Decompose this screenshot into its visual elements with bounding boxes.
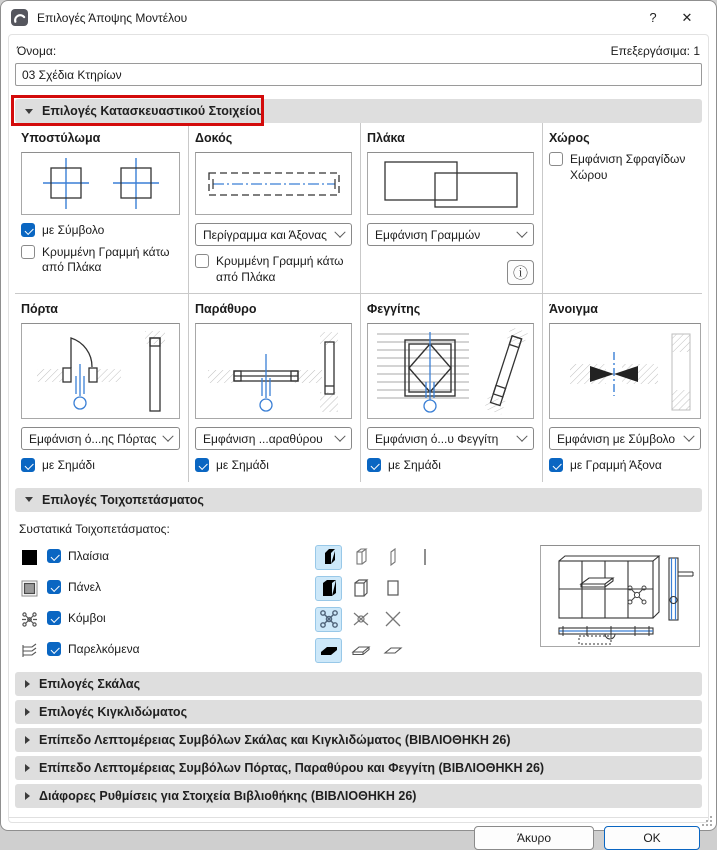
door-preview-image <box>21 323 180 419</box>
chevron-down-icon <box>334 430 345 441</box>
slab-display-select[interactable]: Εμφάνιση Γραμμών <box>367 223 534 246</box>
panel-title: Υποστύλωμα <box>21 131 101 145</box>
checkbox-with-symbol[interactable]: με Σύμβολο <box>21 223 180 239</box>
archicad-app-icon <box>11 9 28 26</box>
title-bar <box>1 1 716 34</box>
checkbox-skylight-with-marker[interactable]: με Σημάδι <box>367 458 534 474</box>
dialog-title: Επιλογές Άποψης Μοντέλου <box>37 10 188 25</box>
panel-flat-button[interactable] <box>379 576 406 601</box>
checkbox-icon <box>47 549 61 563</box>
column-preview-image <box>21 152 180 215</box>
panel-window <box>189 294 361 482</box>
panel-zone <box>543 123 702 293</box>
panel-title: Χώρος <box>549 131 590 145</box>
close-icon[interactable]: ✕ <box>681 9 693 25</box>
chevron-right-icon <box>25 764 30 772</box>
chevron-down-icon <box>516 430 527 441</box>
checkbox-accessories[interactable]: Παρελκόμενα <box>47 642 140 658</box>
resize-grip[interactable] <box>702 816 712 826</box>
checkbox-icon <box>47 642 61 656</box>
checkbox-icon <box>549 152 563 166</box>
curtain-wall-preview-image <box>540 545 700 647</box>
name-input[interactable] <box>15 63 702 86</box>
panel-column <box>15 123 189 293</box>
door-display-select[interactable]: Εμφάνιση ό...ης Πόρτας <box>21 427 180 450</box>
frame-detailed-3d-button[interactable] <box>315 545 342 570</box>
curtain-components <box>19 542 702 668</box>
window-display-select[interactable]: Εμφάνιση ...αραθύρου <box>195 427 352 450</box>
checkbox-hidden-line-below-slab[interactable]: Κρυμμένη Γραμμή κάτω από Πλάκα <box>195 254 352 285</box>
beam-preview-image <box>195 152 352 215</box>
frame-line-button[interactable] <box>411 545 438 570</box>
panel-title: Άνοιγμα <box>549 302 598 317</box>
opening-display-select[interactable]: Εμφάνιση με Σύμβολο <box>549 427 701 450</box>
checkbox-panels[interactable]: Πάνελ <box>47 580 101 596</box>
chevron-right-icon <box>25 680 30 688</box>
section-railing-options[interactable]: Επιλογές Κιγκλιδώματος <box>15 700 702 724</box>
construction-row-2 <box>15 294 702 482</box>
chevron-right-icon <box>25 792 30 800</box>
ok-button[interactable]: OK <box>604 826 700 850</box>
construction-row-1 <box>15 123 702 294</box>
panel-door <box>15 294 189 482</box>
checkbox-frames[interactable]: Πλαίσια <box>47 549 109 565</box>
opening-preview-image <box>549 323 701 419</box>
frames-icon <box>19 547 39 567</box>
section-title: Επιλογές Τοιχοπετάσματος <box>42 492 204 507</box>
junction-simple-button[interactable] <box>347 607 374 632</box>
panel-beam <box>189 123 361 293</box>
chevron-right-icon <box>25 708 30 716</box>
accessory-detailed-button[interactable] <box>315 638 342 663</box>
panel-opening <box>543 294 709 482</box>
junction-detailed-button[interactable] <box>315 607 342 632</box>
info-icon[interactable]: ⓘ <box>507 260 534 285</box>
panel-title: Παράθυρο <box>195 302 257 317</box>
checkbox-icon <box>21 245 35 259</box>
section-misc-library-settings[interactable]: Διάφορες Ρυθμίσεις για Στοιχεία Βιβλιοθήκης (ΒΙΒΛΙΟΘΗΚΗ 26) <box>15 784 702 808</box>
panel-title: Δοκός <box>195 131 233 145</box>
panel-detailed-3d-button[interactable] <box>315 576 342 601</box>
skylight-display-select[interactable]: Εμφάνιση ό...υ Φεγγίτη <box>367 427 534 450</box>
checkbox-hidden-line-below-slab[interactable]: Κρυμμένη Γραμμή κάτω από Πλάκα <box>21 245 180 276</box>
panel-title: Φεγγίτης <box>367 302 421 317</box>
panel-title: Πλάκα <box>367 131 405 145</box>
checkbox-show-zone-stamps[interactable]: Εμφάνιση Σφραγίδων Χώρου <box>549 152 694 183</box>
editable-count-label: Επεξεργάσιμα: 1 <box>610 44 700 58</box>
accessory-flat-button[interactable] <box>379 638 406 663</box>
beam-display-select[interactable]: Περίγραμμα και Άξονας <box>195 223 352 246</box>
frame-simple-3d-button[interactable] <box>347 545 374 570</box>
checkbox-icon <box>47 580 61 594</box>
checkbox-door-with-marker[interactable]: με Σημάδι <box>21 458 180 474</box>
checkbox-icon <box>195 254 209 268</box>
panel-slab <box>361 123 543 293</box>
panels-icon <box>19 578 39 598</box>
checkbox-junctions[interactable]: Κόμβοι <box>47 611 106 627</box>
chevron-down-icon <box>162 430 173 441</box>
accessory-3d-button[interactable] <box>347 638 374 663</box>
slab-preview-image <box>367 152 534 215</box>
checkbox-opening-axis-line[interactable]: με Γραμμή Άξονα <box>549 458 701 474</box>
cancel-button[interactable]: Άκυρο <box>474 826 594 850</box>
checkbox-window-with-marker[interactable]: με Σημάδι <box>195 458 352 474</box>
section-title: Επιλογές Κατασκευαστικού Στοιχείου <box>42 104 264 118</box>
section-construction-element-options[interactable] <box>15 99 702 123</box>
name-label: Όνομα: <box>17 44 57 58</box>
help-button[interactable]: ? <box>649 10 657 25</box>
section-stair-options[interactable]: Επιλογές Σκάλας <box>15 672 702 696</box>
panel-simple-3d-button[interactable] <box>347 576 374 601</box>
chevron-down-icon <box>334 226 345 237</box>
chevron-down-icon <box>25 109 33 114</box>
panel-skylight <box>361 294 543 482</box>
junctions-icon <box>19 609 39 629</box>
chevron-right-icon <box>25 736 30 744</box>
junction-x-button[interactable] <box>379 607 406 632</box>
curtain-components-label: Συστατικά Τοιχοπετάσματος: <box>19 521 170 536</box>
frame-flat-button[interactable] <box>379 545 406 570</box>
checkbox-icon <box>549 458 563 472</box>
chevron-down-icon <box>683 430 694 441</box>
chevron-down-icon <box>516 226 527 237</box>
section-door-window-skylight-symbol-detail[interactable]: Επίπεδο Λεπτομέρειας Συμβόλων Πόρτας, Παραθύρου και Φεγγίτη (ΒΙΒΛΙΟΘΗΚΗ 26) <box>15 756 702 780</box>
section-stair-railing-symbol-detail[interactable]: Επίπεδο Λεπτομέρειας Συμβόλων Σκάλας και Κιγκλιδώματος (ΒΙΒΛΙΟΘΗΚΗ 26) <box>15 728 702 752</box>
checkbox-icon <box>367 458 381 472</box>
checkbox-icon <box>21 223 35 237</box>
checkbox-icon <box>195 458 209 472</box>
checkbox-icon <box>21 458 35 472</box>
section-curtain-wall-options[interactable] <box>15 488 702 512</box>
dialog-body <box>8 34 709 845</box>
checkbox-icon <box>47 611 61 625</box>
accessories-icon <box>19 640 39 660</box>
chevron-down-icon <box>25 497 33 502</box>
window-preview-image <box>195 323 352 419</box>
panel-title: Πόρτα <box>21 302 58 317</box>
skylight-preview-image <box>367 323 534 419</box>
